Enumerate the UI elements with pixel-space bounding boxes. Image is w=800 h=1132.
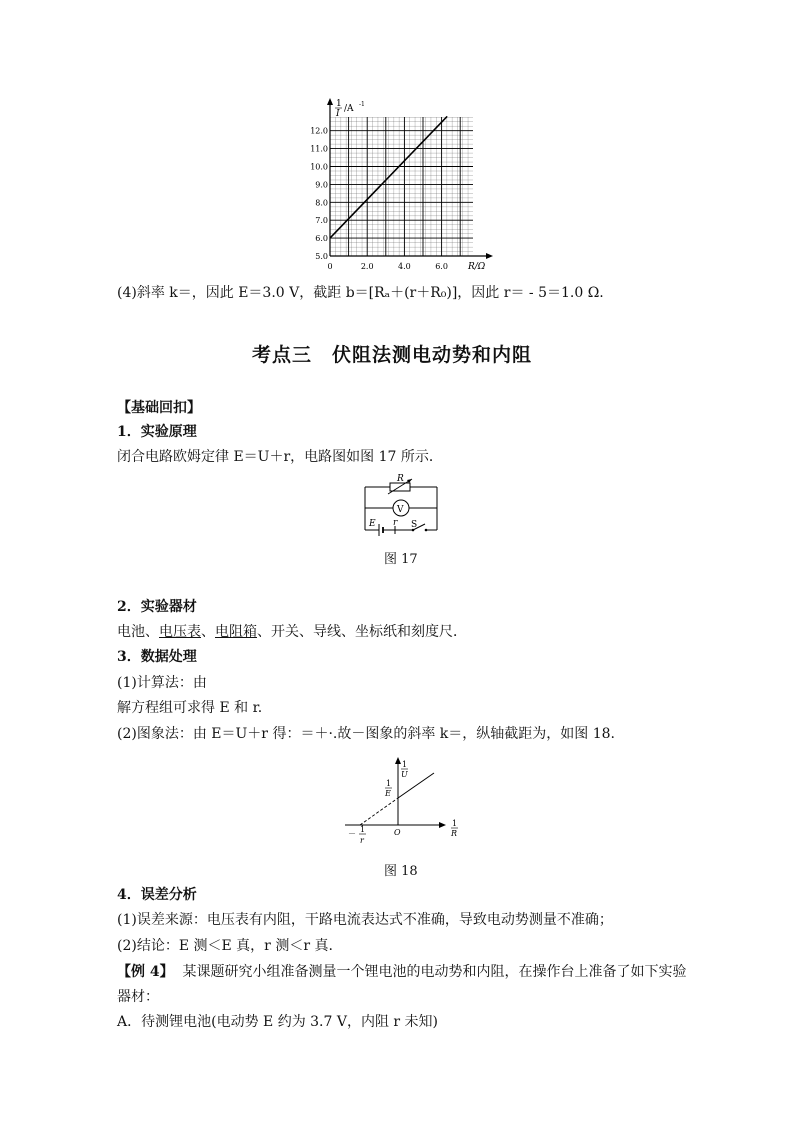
example-line2: 器材： — [117, 989, 159, 1005]
svg-text:R: R — [451, 829, 458, 838]
grid-area — [330, 117, 473, 256]
fig17-caption: 图 17 — [384, 552, 418, 567]
item3-title: 3．数据处理 — [117, 649, 197, 665]
y-label-unit: /A — [344, 104, 354, 114]
basics-label: 【基础回扣】 — [117, 400, 201, 416]
svg-text:O: O — [394, 828, 401, 837]
graph-1-over-i-vs-r — [300, 95, 500, 275]
item2-text: 电池、电压表、电阻箱、开关、导线、坐标纸和刻度尺． — [117, 624, 467, 640]
x-axis-arrow — [486, 253, 493, 259]
section-title: 考点三 伏阻法测电动势和内阻 — [252, 344, 533, 366]
fig17-r-internal-label: r — [393, 518, 398, 528]
item3-line3: (2)图象法：由 E＝U＋r 得：＝＋·.故－图象的斜率 k＝，纵轴截距为，如图 18. — [117, 726, 615, 742]
item1-text: 闭合电路欧姆定律 E＝U＋r，电路图如图 17 所示． — [117, 449, 443, 465]
fig18-caption: 图 18 — [384, 864, 418, 879]
y-tick-label: 12.0 — [310, 126, 328, 136]
fig17-r-label: R — [397, 474, 404, 484]
svg-text:r: r — [360, 836, 364, 845]
example-line1: 【例 4】 某课题研究小组准备测量一个锂电池的电动势和内阻，在操作台上准备了如下实验 — [117, 964, 687, 980]
y-tick-label: 8.0 — [315, 198, 328, 208]
y-label-sup: -1 — [359, 101, 365, 108]
item2-title: 2．实验器材 — [117, 599, 197, 615]
svg-text:E: E — [385, 789, 391, 798]
item4-title: 4．误差分析 — [117, 887, 197, 903]
item3-line2: 解方程组可求得 E 和 r. — [117, 700, 263, 716]
item1-title: 1．实验原理 — [117, 424, 197, 440]
fig17-e-label: E — [369, 519, 376, 529]
option-a: A．待测锂电池(电动势 E 约为 3.7 V，内阻 r 未知) — [117, 1014, 439, 1030]
x-tick-label: 2.0 — [360, 262, 374, 271]
y-tick-label: 10.0 — [310, 162, 328, 172]
x-tick-labels — [327, 262, 448, 271]
example-label: 【例 4】 — [117, 964, 174, 980]
y-tick-label: 9.0 — [315, 180, 328, 190]
svg-text:－: － — [348, 829, 356, 838]
x-axis-label: R/Ω — [468, 262, 486, 272]
fig18-dashed-extension — [360, 798, 398, 825]
part4-line: (4)斜率 k＝，因此 E＝3.0 V，截距 b＝[Rₐ＋(r＋R₀)]，因此 r＝ - 5＝1.0 Ω. — [117, 285, 604, 301]
svg-text:1: 1 — [452, 819, 458, 828]
item3-line1: (1)计算法：由 — [117, 675, 207, 691]
item4-line2: (2)结论：E 测＜E 真，r 测＜r 真. — [117, 938, 333, 954]
y-tick-label: 6.0 — [315, 234, 328, 244]
y-label-den: I — [336, 109, 340, 119]
y-tick-labels — [310, 127, 328, 261]
y-tick-label: 7.0 — [315, 216, 328, 226]
fig17-circuit — [355, 472, 455, 540]
svg-text:1: 1 — [402, 760, 408, 769]
svg-text:1: 1 — [386, 779, 392, 788]
voltmeter-text: 电压表 — [159, 624, 201, 640]
svg-text:1: 1 — [360, 825, 366, 834]
y-tick-label: 5.0 — [315, 252, 328, 261]
y-axis-arrow — [327, 98, 333, 105]
fig18-graph — [340, 755, 470, 850]
fig17-v-label: V — [397, 505, 404, 515]
x-tick-label: 6.0 — [435, 262, 448, 271]
svg-text:U: U — [401, 770, 408, 779]
resistance-box-text: 电阻箱 — [215, 624, 257, 640]
y-tick-label: 11.0 — [310, 144, 328, 154]
fig17-s-label: S — [411, 520, 418, 530]
x-tick-label: 4.0 — [398, 262, 411, 271]
y-label-num: 1 — [336, 99, 342, 109]
item4-line1: (1)误差来源：电压表有内阻，干路电流表达式不准确，导致电动势测量不准确； — [117, 912, 613, 928]
x-tick-label: 0 — [327, 262, 333, 271]
